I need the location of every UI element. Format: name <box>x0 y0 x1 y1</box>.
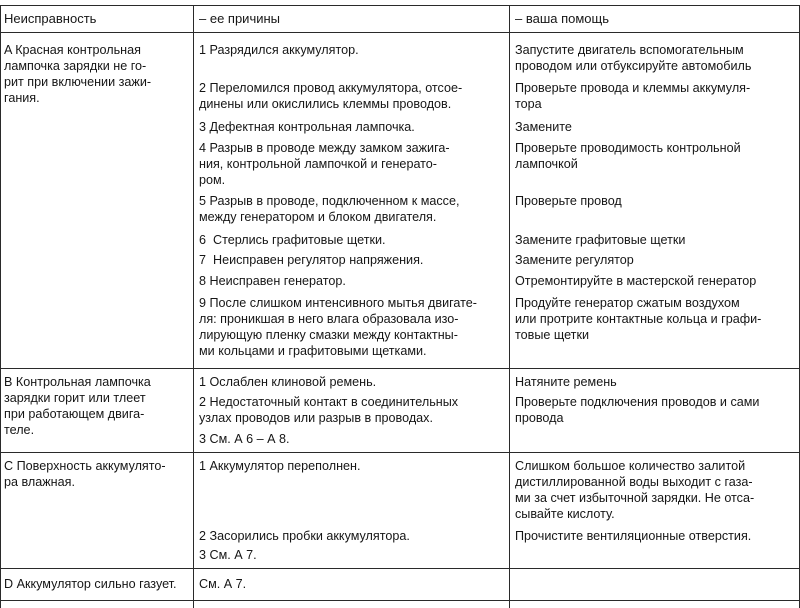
cause-a7: 7 Неисправен регулятор напряжения. <box>199 253 424 267</box>
help-a8: Отремонтируйте в мастерской генератор <box>515 274 757 288</box>
help-c1-line-2: дистиллированной воды выходит с газа- <box>515 475 753 489</box>
fault-b-line-3: при работающем двига- <box>4 407 145 421</box>
help-b2-line-1: Проверьте подключения проводов и сами <box>515 395 760 409</box>
header-causes: – ее причины <box>199 11 281 26</box>
cause-d1: См. А 7. <box>199 577 247 591</box>
fault-a-line-4: гания. <box>4 91 40 105</box>
cause-b2-line-2: узлах проводов или разрыв в проводах. <box>199 411 433 425</box>
cause-a4-line-1: 4 Разрыв в проводе между замком зажига- <box>199 141 450 155</box>
help-a7: Замените регулятор <box>515 253 634 267</box>
cause-c1: 1 Аккумулятор переполнен. <box>199 459 361 473</box>
help-a2-line-1: Проверьте провода и клеммы аккумуля- <box>515 81 751 95</box>
cause-a9-line-1: 9 После слишком интенсивного мытья двигате- <box>199 296 477 310</box>
table-border-bottom <box>0 600 800 601</box>
help-a9-line-3: товые щетки <box>515 328 589 342</box>
fault-c-line-2: ра влажная. <box>4 475 75 489</box>
help-a4-line-1: Проверьте проводимость контрольной <box>515 141 741 155</box>
fault-b-line-1: B Контрольная лампочка <box>4 375 151 389</box>
cause-a6: 6 Стерлись графитовые щетки. <box>199 233 386 247</box>
cause-a8: 8 Неисправен генератор. <box>199 274 346 288</box>
header-fault: Неисправность <box>4 11 97 26</box>
cause-a5-line-2: между генератором и блоком двигателя. <box>199 210 437 224</box>
cause-b1: 1 Ослаблен клиновой ремень. <box>199 375 377 389</box>
table-border-top <box>0 5 800 6</box>
help-b1: Натяните ремень <box>515 375 617 389</box>
cause-a2-line-1: 2 Переломился провод аккумулятора, отсое- <box>199 81 463 95</box>
cause-a4-line-2: ния, контрольной лампочкой и генерато- <box>199 157 437 171</box>
help-a4-line-2: лампочкой <box>515 157 578 171</box>
cause-a1: 1 Разрядился аккумулятор. <box>199 43 359 57</box>
help-a6: Замените графитовые щетки <box>515 233 686 247</box>
fault-a-line-2: лампочка зарядки не го- <box>4 59 147 73</box>
column-divider-2 <box>509 5 510 608</box>
table-border-left <box>0 5 1 608</box>
help-c2: Прочистите вентиляционные отверстия. <box>515 529 752 543</box>
help-a1-line-2: проводом или отбуксируйте автомобиль <box>515 59 752 73</box>
cause-a3: 3 Дефектная контрольная лампочка. <box>199 120 415 134</box>
help-c1-line-3: ми за счет избыточной зарядки. Не отса- <box>515 491 755 505</box>
cause-a5-line-1: 5 Разрыв в проводе, подключенном к массе, <box>199 194 460 208</box>
help-b2-line-2: провода <box>515 411 564 425</box>
cause-a9-line-3: лирующую пленку смазки между контактны- <box>199 328 458 342</box>
cause-c2: 2 Засорились пробки аккумулятора. <box>199 529 410 543</box>
header-help: – ваша помощь <box>515 11 610 26</box>
cause-a2-line-2: динены или окислились клеммы проводов. <box>199 97 452 111</box>
cause-b2-line-1: 2 Недостаточный контакт в соединительных <box>199 395 459 409</box>
help-a9-line-2: или протрите контактные кольца и графи- <box>515 312 762 326</box>
cause-a9-line-4: ми кольцами и графитовыми щетками. <box>199 344 427 358</box>
fault-a-line-3: рит при включении зажи- <box>4 75 152 89</box>
column-divider-1 <box>193 5 194 608</box>
fault-b-line-4: теле. <box>4 423 35 437</box>
cause-c3: 3 См. А 7. <box>199 548 257 562</box>
fault-c-line-1: C Поверхность аккумулято- <box>4 459 166 473</box>
fault-a-line-1: A Красная контрольная <box>4 43 141 57</box>
help-c1-line-4: сывайте кислоту. <box>515 507 615 521</box>
cause-b3: 3 См. А 6 – А 8. <box>199 432 290 446</box>
help-a1-line-1: Запустите двигатель вспомогательным <box>515 43 744 57</box>
section-divider-a-b <box>0 368 800 369</box>
section-divider-c-d <box>0 568 800 569</box>
help-a9-line-1: Продуйте генератор сжатым воздухом <box>515 296 740 310</box>
help-c1-line-1: Слишком большое количество залитой <box>515 459 746 473</box>
help-a5: Проверьте провод <box>515 194 622 208</box>
help-a3: Замените <box>515 120 572 134</box>
fault-d: D Аккумулятор сильно газует. <box>4 577 177 591</box>
section-divider-b-c <box>0 452 800 453</box>
help-a2-line-2: тора <box>515 97 542 111</box>
cause-a9-line-2: ля: проникшая в него влага образовала изо- <box>199 312 459 326</box>
header-divider <box>0 32 800 33</box>
fault-b-line-2: зарядки горит или тлеет <box>4 391 146 405</box>
cause-a4-line-3: ром. <box>199 173 226 187</box>
